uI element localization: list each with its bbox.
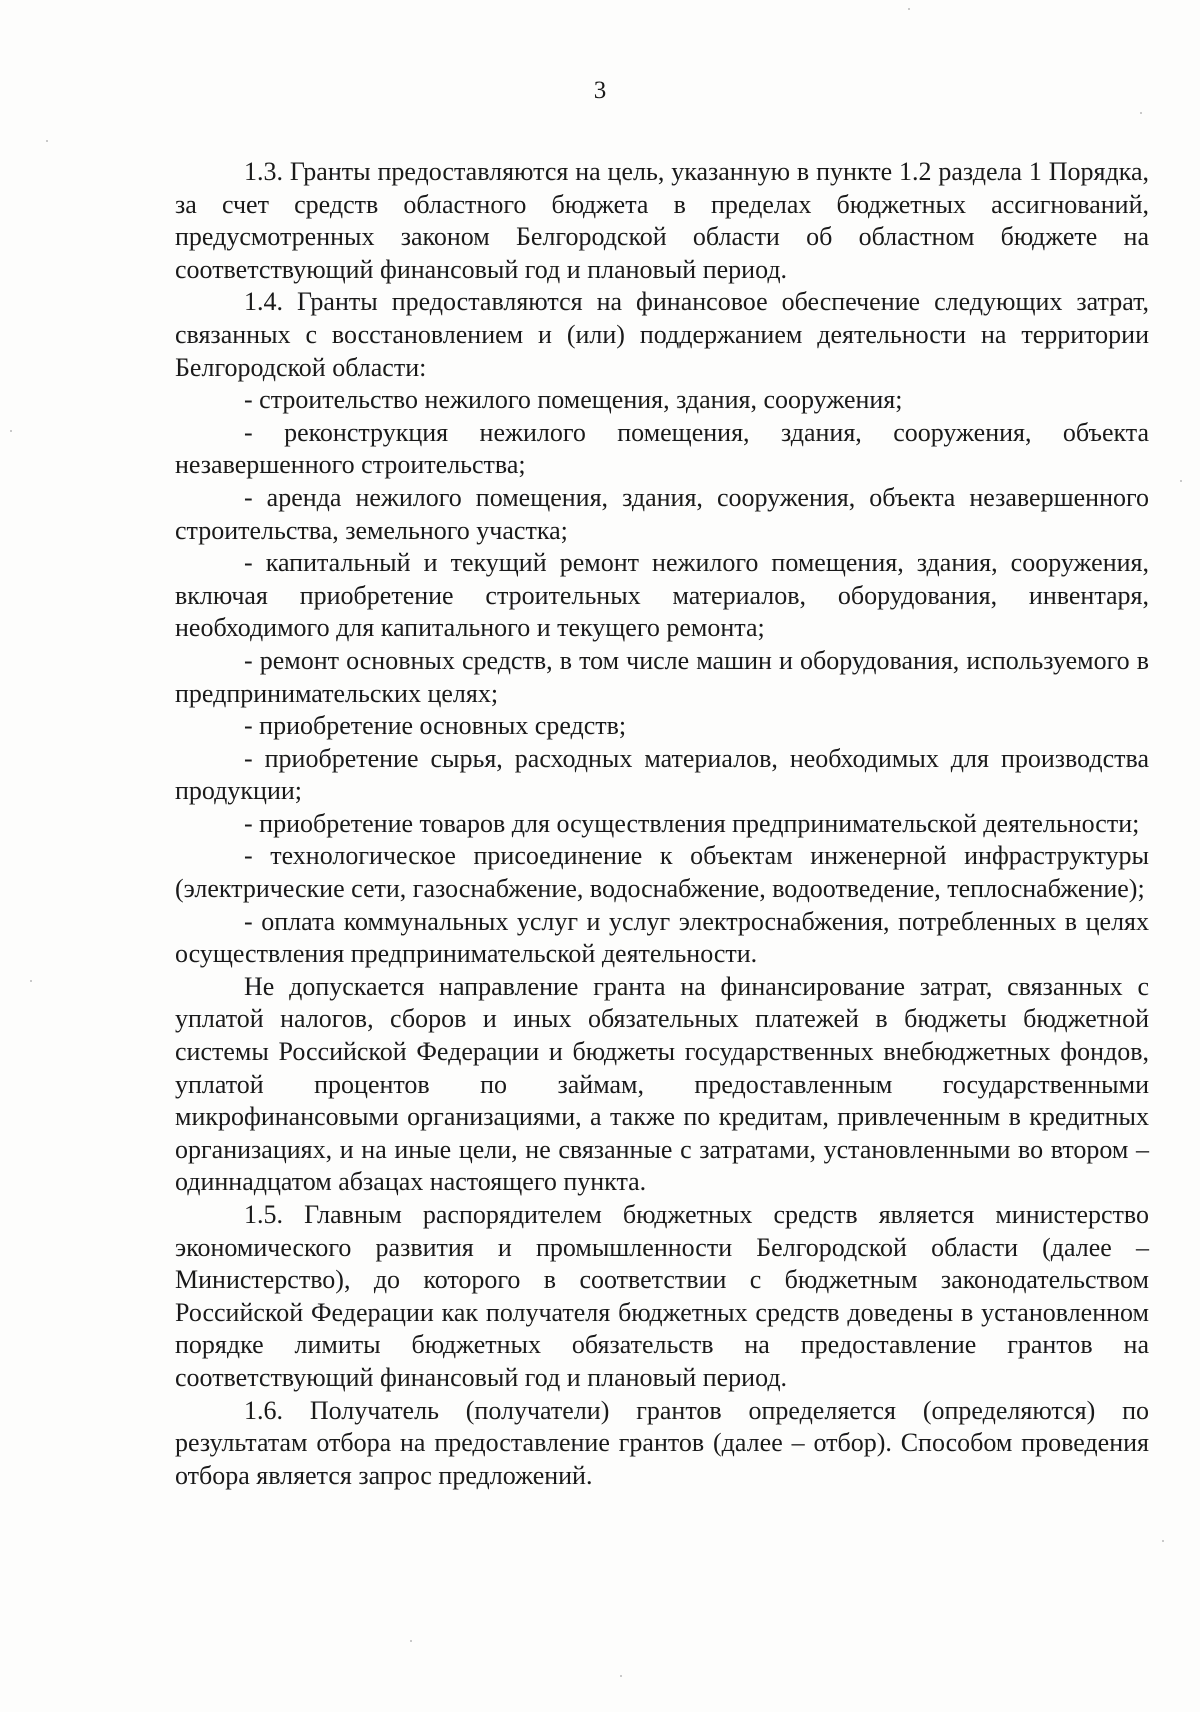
list-item-utilities: - оплата коммунальных услуг и услуг электроснабжения, потребленных в целях осуществления предпринимательской деятельности.: [175, 906, 1149, 969]
scan-speck: [1162, 1540, 1164, 1542]
page-number: 3: [593, 77, 607, 104]
scan-speck: [410, 1640, 412, 1642]
scan-speck: [908, 8, 910, 10]
paragraph-1-4: 1.4. Гранты предоставляются на финансовое обеспечение следующих затрат, связанных с восстановлением и (или) поддержанием деятельности на территории Белгородской области:: [175, 287, 1149, 382]
list-item-equipment-repair: - ремонт основных средств, в том числе машин и оборудования, используемого в предпринимательских целях;: [175, 645, 1149, 708]
list-item-rent: - аренда нежилого помещения, здания, сооружения, объекта незавершенного строительства, земельного участка;: [175, 482, 1149, 545]
list-item-fixed-assets: - приобретение основных средств;: [244, 711, 627, 741]
scan-speck: [1140, 112, 1142, 114]
scan-speck: [1180, 480, 1182, 482]
list-item-repair: - капитальный и текущий ремонт нежилого помещения, здания, сооружения, включая приобретение строительных материалов, оборудования, инвентаря, необходимого для капитального и текущего ремонта;: [175, 548, 1149, 643]
paragraph-1-6: 1.6. Получатель (получатели) грантов определяется (определяются) по результатам отбора на предоставление грантов (далее – отбор). Способом проведения отбора является запрос предложений.: [175, 1395, 1149, 1490]
list-item-raw-materials: - приобретение сырья, расходных материалов, необходимых для производства продукции;: [175, 743, 1149, 806]
document-body: [175, 156, 1149, 1492]
scan-speck: [46, 140, 48, 142]
scan-speck: [30, 980, 32, 982]
list-item-reconstruction: - реконструкция нежилого помещения, здания, сооружения, объекта незавершенного строительства;: [175, 417, 1149, 480]
scan-speck: [620, 1675, 622, 1677]
paragraph-1-5: 1.5. Главным распорядителем бюджетных средств является министерство экономического развития и промышленности Белгородской области (далее – Министерство), до которого в соответствии с бюджетным законодательством Российской Федерации как получателя бюджетных средств доведены в установленном порядке лимиты бюджетных обязательств на предоставление грантов на соответствующий финансовый год и плановый период.: [175, 1200, 1149, 1392]
paragraph-1-3: 1.3. Гранты предоставляются на цель, указанную в пункте 1.2 раздела 1 Порядка, за счет средств областного бюджета в пределах бюджетных ассигнований, предусмотренных законом Белгородской области об областном бюджете на соответствующий финансовый год и плановый период.: [175, 157, 1149, 284]
scan-speck: [10, 430, 12, 432]
list-item-construction: - строительство нежилого помещения, здания, сооружения;: [244, 385, 903, 415]
list-item-connection: - технологическое присоединение к объектам инженерной инфраструктуры (электрические сети, газоснабжение, водоснабжение, водоотведение, теплоснабжение);: [175, 841, 1149, 904]
list-item-goods: - приобретение товаров для осуществления предпринимательской деятельности;: [244, 808, 1140, 838]
paragraph-restrictions: Не допускается направление гранта на финансирование затрат, связанных с уплатой налогов, сборов и иных обязательных платежей в бюджеты бюджетной системы Российской Федерации и бюджеты государственных внебюджетных фондов, уплатой процентов по займам, предоставленным государственными микрофинансовыми организациями, а также по кредитам, привлеченным в кредитных организациях, и на иные цели, не связанные с затратами, установленными во втором – одиннадцатом абзацах настоящего пункта.: [175, 971, 1149, 1197]
